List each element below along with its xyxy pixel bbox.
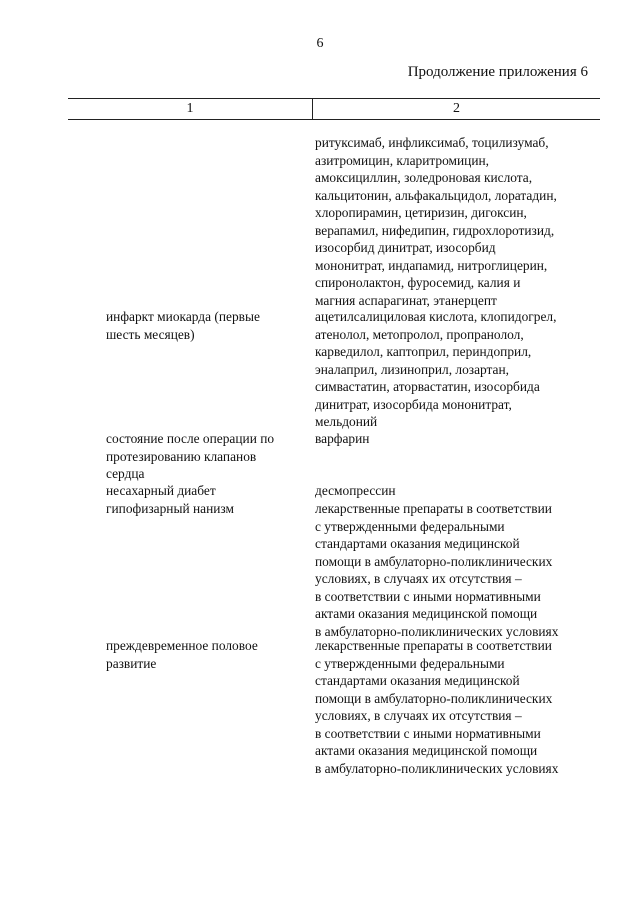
continuation-title: Продолжение приложения 6: [407, 64, 588, 80]
drug-line: актами оказания медицинской помощи: [315, 606, 538, 621]
drug-line: с утвержденными федеральными: [315, 655, 505, 671]
drug-line: ритуксимаб, инфликсимаб, тоцилизумаб,: [315, 135, 549, 150]
condition-line: гипофизарный нанизм: [106, 501, 234, 516]
drug-line: азитромицин, кларитромицин,: [315, 152, 490, 168]
drug-line: в соответствии с иными нормативными: [315, 588, 541, 604]
drug-line: варфарин: [315, 431, 370, 446]
condition-line: состояние после операции по: [106, 431, 275, 446]
column-header-1: 1: [186, 101, 194, 116]
drugs-cell: [315, 637, 605, 777]
drug-line: мельдоний: [315, 414, 378, 429]
condition-line: развитие: [106, 655, 157, 671]
condition-line: преждевременное половое: [106, 638, 258, 653]
condition-cell: [106, 500, 306, 518]
condition-line: несахарный диабет: [106, 483, 216, 498]
drug-line: десмопрессин: [315, 483, 396, 498]
drugs-cell: [315, 134, 605, 309]
condition-line: шесть месяцев): [106, 326, 195, 342]
drug-line: с утвержденными федеральными: [315, 518, 505, 534]
condition-line: протезированию клапанов: [106, 448, 257, 464]
drugs-cell: [315, 500, 605, 640]
drug-line: стандартами оказания медицинской: [315, 673, 520, 688]
drug-line: актами оказания медицинской помощи: [315, 743, 538, 758]
drugs-cell: [315, 482, 605, 500]
drug-line: карведилол, каптоприл, периндоприл,: [315, 344, 532, 359]
condition-line: инфаркт миокарда (первые: [106, 309, 260, 324]
drug-line: лекарственные препараты в соответствии: [315, 638, 552, 653]
drug-line: динитрат, изосорбида мононитрат,: [315, 396, 512, 412]
condition-cell: [106, 482, 306, 500]
condition-cell: [106, 308, 306, 343]
drug-line: в соответствии с иными нормативными: [315, 725, 541, 741]
drug-line: лекарственные препараты в соответствии: [315, 501, 552, 516]
drug-line: изосорбид динитрат, изосорбид: [315, 240, 496, 255]
column-header-2: 2: [453, 101, 460, 116]
drug-line: мононитрат, индапамид, нитроглицерин,: [315, 257, 548, 273]
drug-line: верапамил, нифедипин, гидрохлоротизид,: [315, 222, 555, 238]
drug-line: в амбулаторно-поликлинических условиях: [315, 760, 559, 776]
drugs-cell: [315, 430, 605, 448]
drug-line: симвастатин, аторвастатин, изосорбида: [315, 379, 540, 394]
drug-line: условиях, в случаях их отсутствия –: [315, 708, 522, 723]
condition-cell: [106, 637, 306, 672]
drug-line: атенолол, метопролол, пропранолол,: [315, 326, 524, 342]
drug-line: хлоропирамин, цетиризин, дигоксин,: [315, 205, 527, 220]
condition-line: сердца: [106, 466, 145, 481]
drug-line: помощи в амбулаторно-поликлинических: [315, 553, 553, 569]
drugs-cell: [315, 308, 605, 431]
drug-line: спиронолактон, фуросемид, калия и: [315, 275, 521, 290]
page-number: 6: [316, 36, 324, 51]
table-header-row: [68, 98, 600, 120]
drug-line: помощи в амбулаторно-поликлинических: [315, 690, 553, 706]
drug-line: в амбулаторно-поликлинических условиях: [315, 623, 559, 639]
drug-line: ацетилсалициловая кислота, клопидогрел,: [315, 309, 557, 324]
drug-line: кальцитонин, альфакальцидол, лоратадин,: [315, 187, 557, 203]
condition-cell: [106, 430, 306, 483]
drug-line: магния аспарагинат, этанерцепт: [315, 292, 497, 308]
drug-line: стандартами оказания медицинской: [315, 536, 520, 551]
drug-line: амоксициллин, золедроновая кислота,: [315, 170, 533, 185]
drug-line: условиях, в случаях их отсутствия –: [315, 571, 522, 586]
drug-line: эналаприл, лизиноприл, лозартан,: [315, 361, 510, 377]
